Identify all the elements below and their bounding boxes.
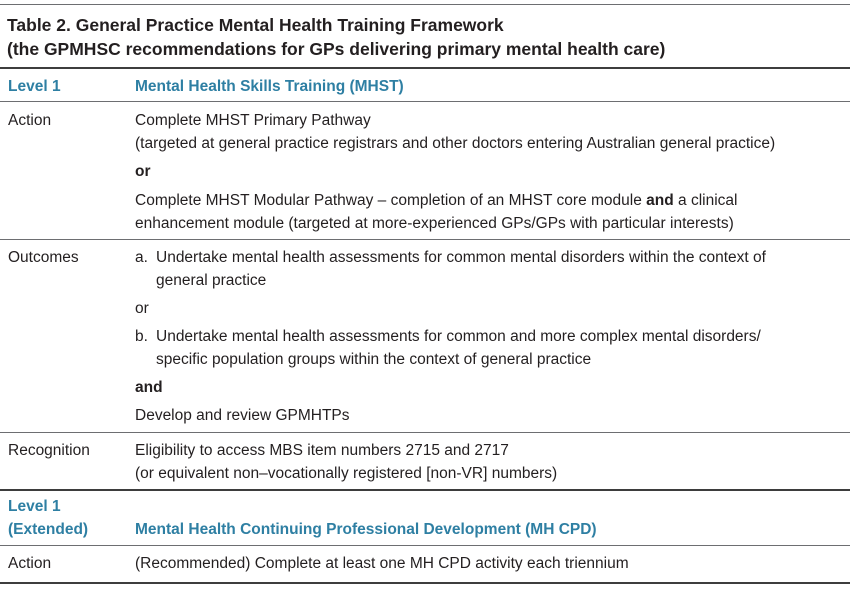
level-1-label: Level 1: [8, 78, 61, 95]
table-subtitle: (the GPMHSC recommendations for GPs delivering primary mental health care): [7, 39, 666, 59]
action-modular-pathway: Complete MHST Modular Pathway – completion of an MHST core module and a clinical: [135, 192, 738, 209]
section1-divider: [0, 101, 850, 102]
table-title: Table 2. General Practice Mental Health Training Framework: [7, 15, 504, 35]
action-primary-target: (targeted at general practice registrars and other doctors entering Australian general practice): [135, 135, 776, 152]
outcomes-divider: [0, 432, 850, 433]
action-label: Action: [8, 112, 52, 129]
outcome-b-line2: specific population groups within the context of general practice: [156, 351, 592, 368]
level-1-extended-label-line1: Level 1: [8, 498, 61, 515]
outcomes-label: Outcomes: [8, 249, 79, 266]
outcomes-develop: Develop and review GPMHTPs: [135, 407, 350, 424]
action-divider: [0, 239, 850, 240]
outcome-a-line2: general practice: [156, 272, 267, 289]
outcome-b-marker: b.: [135, 328, 148, 345]
outcome-b-line1: Undertake mental health assessments for common and more complex mental disorders/: [156, 328, 761, 345]
recognition-line2: (or equivalent non–vocationally registered [non-VR] numbers): [135, 465, 558, 482]
outcome-a-marker: a.: [135, 249, 148, 266]
recognition-divider: [0, 489, 850, 491]
mh-cpd-heading: Mental Health Continuing Professional Development (MH CPD): [135, 521, 597, 538]
recognition-line1: Eligibility to access MBS item numbers 2715 and 2717: [135, 442, 509, 459]
action-or: or: [135, 163, 151, 180]
section2-divider: [0, 545, 850, 546]
outcomes-and: and: [135, 379, 163, 396]
action2-label: Action: [8, 555, 52, 572]
recognition-label: Recognition: [8, 442, 90, 459]
action2-text: (Recommended) Complete at least one MH CPD activity each triennium: [135, 555, 629, 572]
outcome-a-line1: Undertake mental health assessments for common mental disorders within the context of: [156, 249, 766, 266]
mhst-heading: Mental Health Skills Training (MHST): [135, 78, 404, 95]
top-rule: [0, 4, 850, 5]
bottom-rule: [0, 582, 850, 584]
title-divider: [0, 67, 850, 69]
action-primary-pathway: Complete MHST Primary Pathway: [135, 112, 371, 129]
outcomes-or: or: [135, 300, 149, 317]
level-1-extended-label-line2: (Extended): [8, 521, 89, 538]
action-modular-target: enhancement module (targeted at more-experienced GPs/GPs with particular interests): [135, 215, 734, 232]
